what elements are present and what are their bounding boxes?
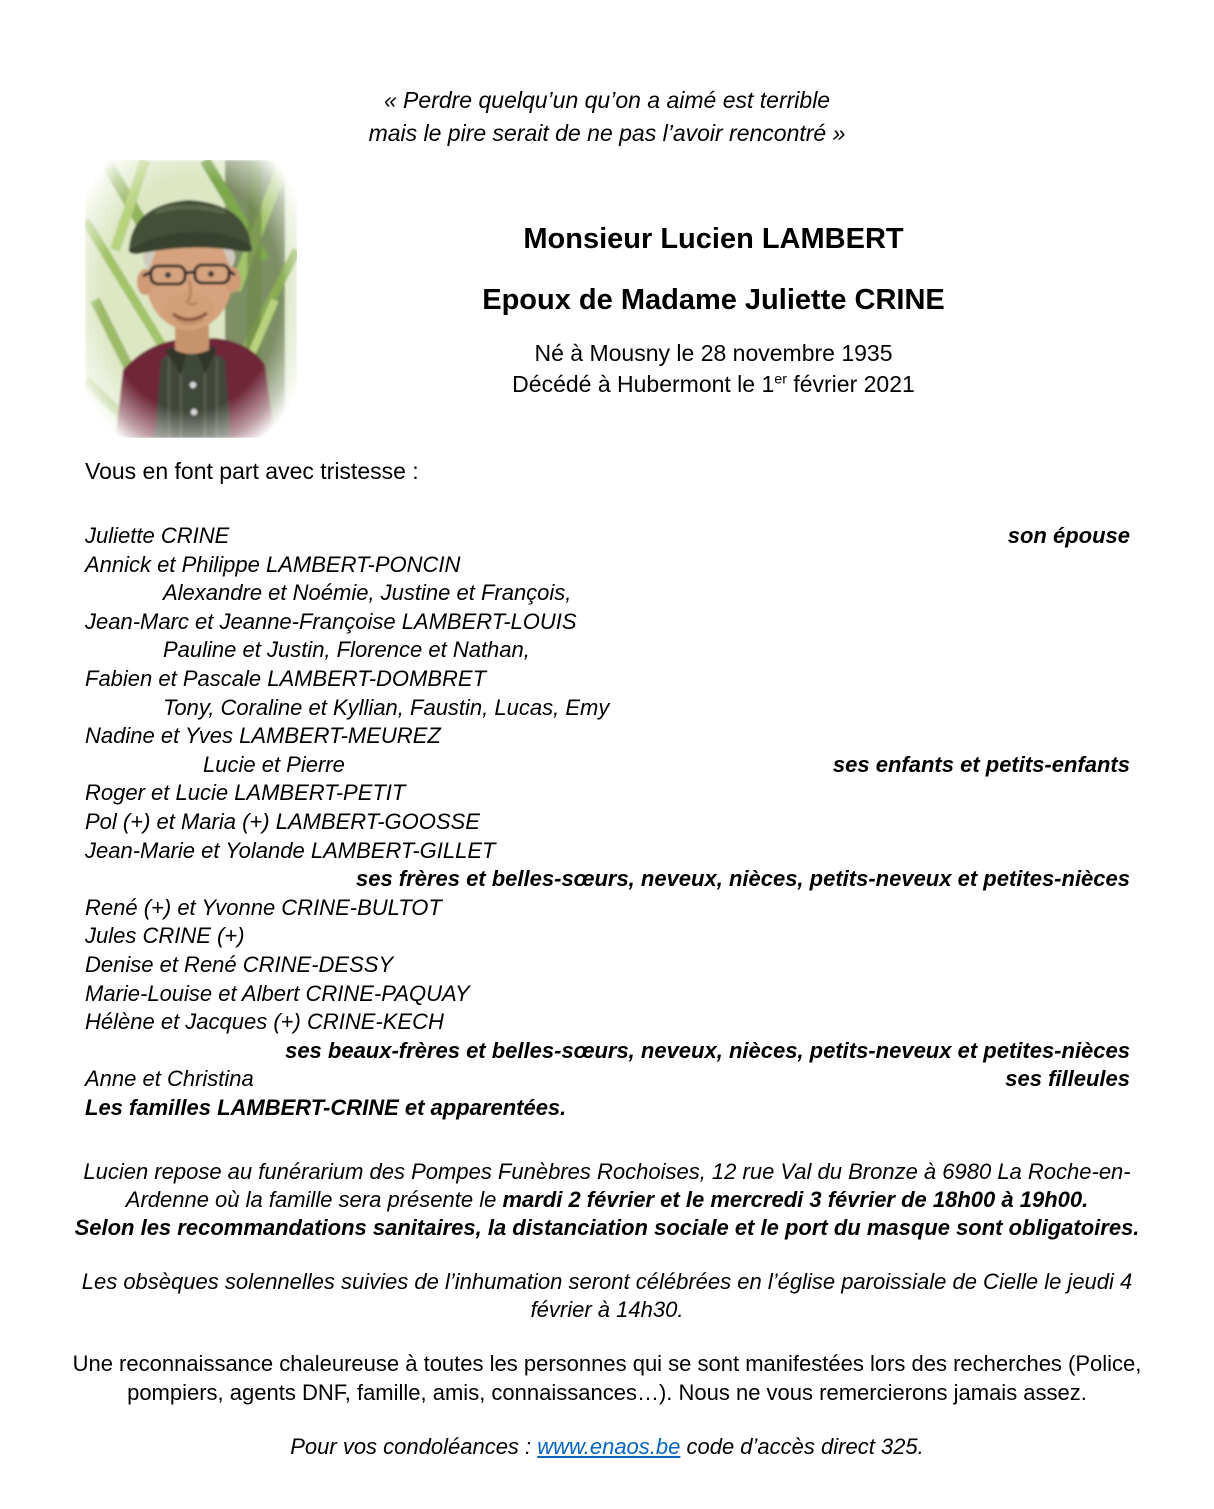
- death-line: [297, 371, 1130, 398]
- family-relation-label: ses filleules: [1005, 1066, 1130, 1092]
- family-relation-label: son épouse: [1007, 523, 1130, 548]
- family-line: [85, 1037, 1130, 1066]
- birth-line: Né à Mousny le 28 novembre 1935: [534, 340, 893, 366]
- family-member-name: Denise et René CRINE-DESSY: [85, 951, 394, 977]
- spouse-line: Epoux de Madame Juliette CRINE: [482, 284, 945, 316]
- family-member-name: Nadine et Yves LAMBERT-MEUREZ: [85, 723, 441, 749]
- family-line: [85, 779, 1130, 808]
- family-member-name: Jean-Marc et Jeanne-Françoise LAMBERT-LOUIS: [85, 608, 577, 634]
- family-line: [85, 980, 1130, 1009]
- family-line: [85, 951, 1130, 980]
- sanitary-rules: Selon les recommandations sanitaires, la distanciation sociale et le port du masque sont obligatoires.: [74, 1215, 1140, 1241]
- family-line: [85, 551, 1130, 580]
- family-member-name: Anne et Christina: [85, 1066, 254, 1092]
- family-list: [85, 522, 1130, 1122]
- family-member-name: Roger et Lucie LAMBERT-PETIT: [85, 780, 406, 806]
- header-section: [85, 160, 1130, 438]
- family-relation-label: ses enfants et petits-enfants: [832, 751, 1130, 777]
- family-line: [85, 751, 1130, 780]
- condolences-prefix: Pour vos condoléances :: [290, 1434, 538, 1460]
- portrait-photo: [85, 160, 297, 438]
- family-line: [85, 808, 1130, 837]
- family-member-name: Pauline et Justin, Florence et Nathan,: [163, 637, 530, 663]
- condolences-suffix: code d’accès direct 325.: [680, 1434, 924, 1460]
- family-line: [85, 894, 1130, 923]
- family-member-name: Marie-Louise et Albert CRINE-PAQUAY: [85, 980, 470, 1006]
- funeral-home-text: Lucien repose au funérarium des Pompes Funèbres Rochoises, 12 rue Val du Bronze à 6980 La Roche-en-Ardenne où la famille sera présente le: [83, 1159, 1131, 1213]
- opening-quote: [0, 0, 1214, 150]
- family-line: [85, 1094, 1130, 1123]
- family-member-name: Jules CRINE (+): [85, 923, 245, 949]
- family-member-name: Jean-Marie et Yolande LAMBERT-GILLET: [85, 837, 496, 863]
- family-line: [85, 922, 1130, 951]
- family-member-name: Annick et Philippe LAMBERT-PONCIN: [85, 551, 461, 577]
- portrait-illustration: [85, 160, 297, 438]
- family-line: [85, 608, 1130, 637]
- family-line: [85, 579, 1130, 608]
- thanks-notice: Une reconnaissance chaleureuse à toutes les personnes qui se sont manifestées lors des recherches (Police, pompiers, agents DNF, famille, amis, connaissances…). Nous ne vous remercierons jamais assez.: [72, 1351, 1142, 1406]
- condolences-link[interactable]: www.enaos.be: [537, 1434, 681, 1460]
- death-ordinal-sup: er: [774, 371, 787, 388]
- announcement-intro: Vous en font part avec tristesse :: [85, 458, 419, 484]
- deceased-titles: [297, 160, 1130, 438]
- family-member-name: Alexandre et Noémie, Justine et François,: [163, 580, 572, 606]
- family-line: [85, 837, 1130, 866]
- family-member-name: Tony, Coraline et Kyllian, Faustin, Lucas, Emy: [163, 694, 610, 720]
- family-member-name: Juliette CRINE: [85, 523, 230, 548]
- family-line: [85, 1008, 1130, 1037]
- family-member-name: Lucie et Pierre: [203, 751, 345, 777]
- family-line: [85, 636, 1130, 665]
- death-suffix: février 2021: [786, 371, 915, 397]
- family-member-name: René (+) et Yvonne CRINE-BULTOT: [85, 894, 442, 920]
- family-relation-label: ses beaux-frères et belles-sœurs, neveux, nièces, petits-neveux et petites-nièces: [285, 1037, 1130, 1063]
- family-relation-label: ses frères et belles-sœurs, neveux, nièces, petits-neveux et petites-nièces: [355, 866, 1130, 892]
- family-closing-line: Les familles LAMBERT-CRINE et apparentées.: [85, 1094, 567, 1120]
- family-member-name: Pol (+) et Maria (+) LAMBERT-GOOSSE: [85, 808, 480, 834]
- condolences-notice: [70, 1433, 1144, 1461]
- death-prefix: Décédé à Hubermont le 1: [512, 371, 775, 397]
- family-member-name: Hélène et Jacques (+) CRINE-KECH: [85, 1009, 444, 1035]
- quote-line-2: mais le pire serait de ne pas l’avoir rencontré »: [368, 120, 846, 146]
- family-line: [85, 522, 1130, 551]
- quote-line-1: « Perdre quelqu’un qu’on a aimé est terrible: [383, 87, 831, 113]
- family-member-name: Fabien et Pascale LAMBERT-DOMBRET: [85, 665, 487, 691]
- visitation-times: mardi 2 février et le mercredi 3 février de 18h00 à 19h00.: [502, 1187, 1089, 1213]
- family-line: [85, 694, 1130, 723]
- family-line: [85, 665, 1130, 694]
- funeral-home-notice: [70, 1158, 1144, 1242]
- family-line: [85, 1065, 1130, 1094]
- ceremony-notice: Les obsèques solennelles suivies de l’inhumation seront célébrées en l’église paroissiale de Cielle le jeudi 4 février à 14h30.: [81, 1269, 1133, 1323]
- family-line: [85, 722, 1130, 751]
- family-line: [85, 865, 1130, 894]
- deceased-name: Monsieur Lucien LAMBERT: [523, 223, 904, 255]
